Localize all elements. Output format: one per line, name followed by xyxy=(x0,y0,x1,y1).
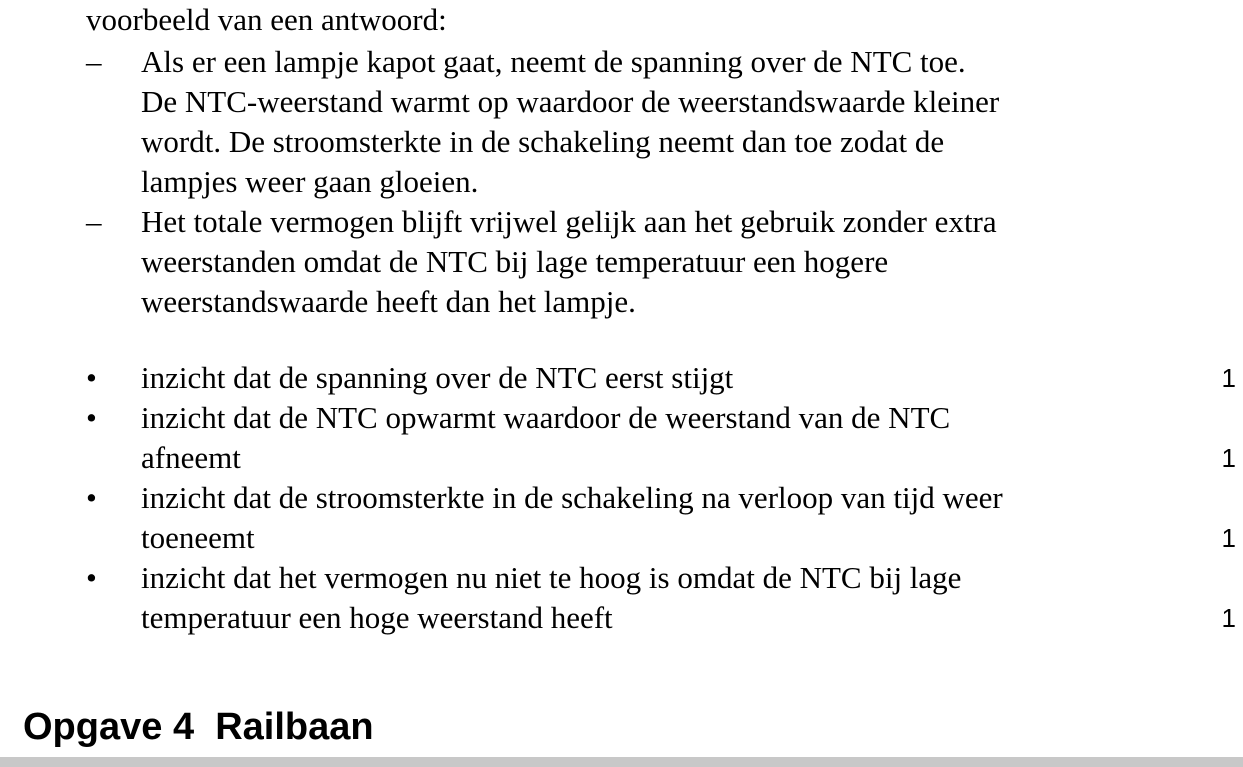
section-divider xyxy=(0,757,1243,767)
scoring-line: inzicht dat de NTC opwarmt waardoor de weerstand van de NTC xyxy=(141,400,951,435)
scoring-item xyxy=(86,558,1236,638)
scoring-line: inzicht dat de stroomsterkte in de schakeling na verloop van tijd weer xyxy=(141,480,1003,515)
answer-item xyxy=(86,42,1146,202)
answer-line: lampjes weer gaan gloeien. xyxy=(141,164,479,199)
score-value: 1 xyxy=(1221,603,1236,633)
scoring-list xyxy=(86,358,1236,638)
scoring-item xyxy=(86,358,1236,398)
bullet-marker: • xyxy=(86,560,97,595)
scoring-line: temperatuur een hoge weerstand heeft xyxy=(141,600,613,635)
scoring-line: inzicht dat het vermogen nu niet te hoog is omdat de NTC bij lage xyxy=(141,560,962,595)
scoring-item xyxy=(86,398,1236,478)
bullet-marker: • xyxy=(86,400,97,435)
score-value: 1 xyxy=(1221,443,1236,473)
bullet-marker: • xyxy=(86,360,97,395)
dash-marker: – xyxy=(86,204,102,239)
answer-list xyxy=(86,42,1146,322)
answer-item xyxy=(86,202,1146,322)
scoring-item xyxy=(86,478,1236,558)
answer-line: weerstandswaarde heeft dan het lampje. xyxy=(141,284,636,319)
answer-line: weerstanden omdat de NTC bij lage temperatuur een hogere xyxy=(141,244,889,279)
scoring-line: toeneemt xyxy=(141,520,255,555)
bullet-marker: • xyxy=(86,480,97,515)
answer-line: De NTC-weerstand warmt op waardoor de weerstandswaarde kleiner xyxy=(141,84,1000,119)
scoring-line: afneemt xyxy=(141,440,241,475)
dash-marker: – xyxy=(86,44,102,79)
score-value: 1 xyxy=(1221,523,1236,553)
section-heading: Opgave 4 Railbaan xyxy=(23,706,374,748)
answer-intro: voorbeeld van een antwoord: xyxy=(86,2,447,37)
answer-line: Het totale vermogen blijft vrijwel gelijk aan het gebruik zonder extra xyxy=(141,204,997,239)
score-value: 1 xyxy=(1221,363,1236,393)
scoring-line: inzicht dat de spanning over de NTC eerst stijgt xyxy=(141,360,734,395)
answer-line: Als er een lampje kapot gaat, neemt de spanning over de NTC toe. xyxy=(141,44,966,79)
answer-line: wordt. De stroomsterkte in de schakeling neemt dan toe zodat de xyxy=(141,124,945,159)
